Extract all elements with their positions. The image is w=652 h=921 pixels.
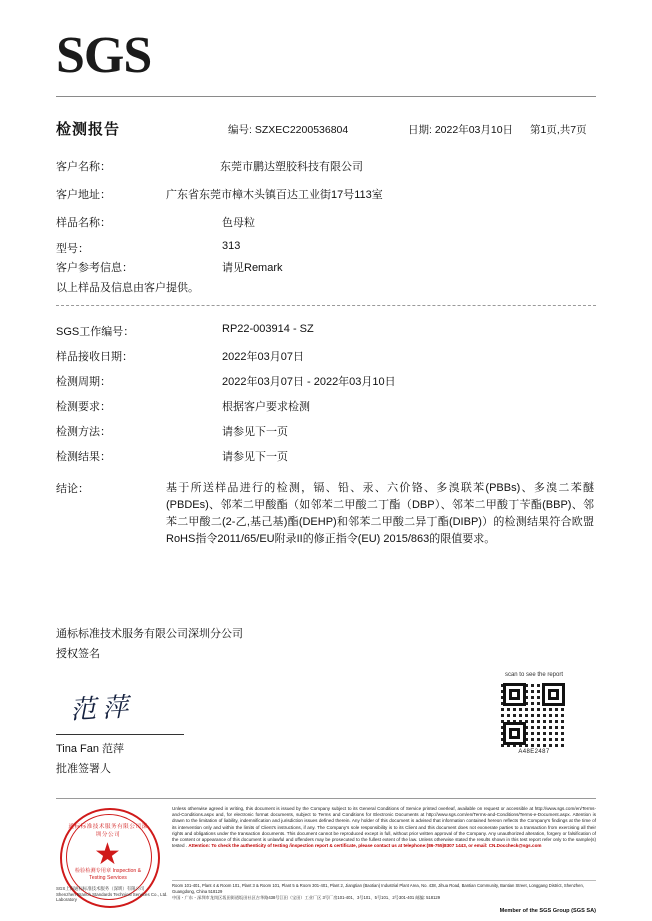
stamp-caption-line2: Shenzhen Branch Standards Technical Services Co., Ltd. Laboratory: [56, 891, 168, 903]
sgs-logo: SGS: [56, 27, 152, 84]
sample-name-value: 色母粒: [222, 217, 255, 229]
stamp-caption-line1: SGS上海通标标准技术服务（深圳）有限公司: [56, 886, 145, 891]
qr-code-image[interactable]: [500, 680, 568, 748]
sample-name-label: 样品名称：: [56, 217, 111, 229]
received-date-value: 2022年03月07日: [222, 351, 304, 363]
stamp-inner-text: 检验检测专用章 Inspection & Testing Services: [74, 868, 142, 881]
test-requirement-label: 检测要求：: [56, 401, 111, 413]
test-period-value: 2022年03月07日 - 2022年03月10日: [222, 376, 396, 388]
authorized-signature-label: 授权签名: [56, 648, 100, 660]
qr-caption: scan to see the report: [504, 672, 564, 678]
qr-code-text: A48E2487: [518, 749, 550, 755]
stamp-top-text: 通标标准技术服务有限公司深圳分公司: [68, 824, 148, 838]
test-result-value: 请参见下一页: [222, 451, 288, 463]
footer-divider: [56, 798, 596, 799]
signatory-name: Tina Fan 范萍: [56, 743, 125, 755]
footer-disclaimer: [172, 806, 596, 849]
conclusion-label: 结论：: [56, 483, 89, 495]
conclusion-text: 基于所送样品进行的检测，镉、铅、汞、六价铬、多溴联苯(PBBs)、多溴二苯醚(PBDEs)、邻苯二甲酸酯（如邻苯二甲酸二丁酯（DBP）、邻苯二甲酸丁苄酯(BBP)、邻苯二甲酸二(2-乙,基己基)酯(DEHP)和邻苯二甲酸二异丁酯(DIBP)）的检测结果符合欧盟RoHS指令2011/65/EU附录II的修正指令(EU) 2015/863的限值要求。: [166, 482, 594, 546]
test-method-label: 检测方法：: [56, 426, 111, 438]
signature-line: [56, 734, 184, 735]
issuing-company: 通标标准技术服务有限公司深圳分公司: [56, 628, 243, 640]
signatory-role: 批准签署人: [56, 763, 111, 775]
test-method-value: 请参见下一页: [222, 426, 288, 438]
section-divider: [56, 305, 596, 306]
sample-ref-value: 请见Remark: [222, 262, 283, 274]
sample-model-value: 313: [222, 240, 241, 252]
sample-note: 以上样品及信息由客户提供。: [56, 282, 199, 294]
qr-code-block[interactable]: [498, 672, 570, 755]
footer-member-line: Member of the SGS Group (SGS SA): [499, 908, 596, 914]
stamp-caption: [56, 886, 168, 903]
report-date: 日期: 2022年03月10日: [408, 124, 514, 136]
qr-finder-bottom-left-icon: [503, 722, 526, 745]
customer-name-value: 东莞市鹏达塑胶科技有限公司: [220, 161, 363, 173]
test-result-label: 检测结果：: [56, 451, 111, 463]
footer-address: [172, 883, 596, 901]
customer-address-value: 广东省东莞市樟木头镇百达工业街17号113室: [166, 189, 383, 201]
received-date-label: 样品接收日期：: [56, 351, 133, 363]
header-divider: [56, 96, 596, 97]
job-no-value: RP22-003914 - SZ: [222, 323, 314, 335]
page-counter: 第1页,共7页: [530, 124, 587, 136]
star-icon: ★: [94, 838, 121, 871]
footer-disclaimer-text: Unless otherwise agreed in writing, this document is issued by the Company subject to its General Conditions of Service printed overleaf, available on request or accessible at http://www.sgs.com/en/Terms-and-Conditions.aspx and, for electronic format documents, subject to Terms and Conditions for Electronic Documents at http://www.sgs.com/en/Terms-and-Conditions/Terms-e-Document.aspx. Attention is drawn to the limitation of liability, indemnification and jurisdiction issues defined therein. Any holder of this document is advised that information contained hereon reflects the Company's findings at the time of its intervention only and within the limits of Client's instructions, if any. The Company's sole responsibility is to its Client and this document does not exonerate parties to a transaction from exercising all their rights and obligations under the transaction documents. This document cannot be reproduced except in full, without prior written approval of the Company. Any unauthorized alteration, forgery or falsification of the content or appearance of this document is unlawful and offenders may be prosecuted to the fullest extent of the law. Unless otherwise stated the results shown in this test report refer only to the sample(s) tested .: [172, 806, 596, 849]
report-number: 编号: SZXEC2200536804: [228, 124, 349, 136]
sample-ref-label: 客户参考信息：: [56, 262, 133, 274]
handwritten-signature: 范萍: [69, 692, 135, 725]
page-title: 检测报告: [56, 121, 121, 138]
footer-address-en: Room 101-401, Plant 4 & Room 101, Plant 3 & Room 101, Plant 5 & Room 301-401, Plant 2, Jiangtian (Baotian) Industrial Plant Area, No. 438, Jihua Road, Bantian Community, Bantian Street, Longgang District, Shenzhen, Guangdong, China 518129: [172, 883, 584, 894]
sample-model-label: 型号：: [56, 243, 89, 255]
footer-attention-text: Attention: To check the authenticity of testing /inspection report & certificate, please contact us at telephone:(86-755)8307 1443, or email: CN.Doccheck@sgs.com: [188, 843, 542, 849]
customer-name-label: 客户名称：: [56, 161, 111, 173]
footer-address-divider: [172, 880, 596, 881]
test-period-label: 检测周期：: [56, 376, 111, 388]
job-no-label: SGS工作编号：: [56, 326, 135, 338]
customer-address-label: 客户地址：: [56, 189, 111, 201]
test-requirement-value: 根据客户要求检测: [222, 401, 310, 413]
footer-address-cn: 中国・广东・深圳市龙岗区坂田街道坂田社区吉华路438号江田（宝田）工业厂区 3号厂房101-401、3号101、5号101、2号301-401 邮编: 518129: [172, 894, 441, 900]
